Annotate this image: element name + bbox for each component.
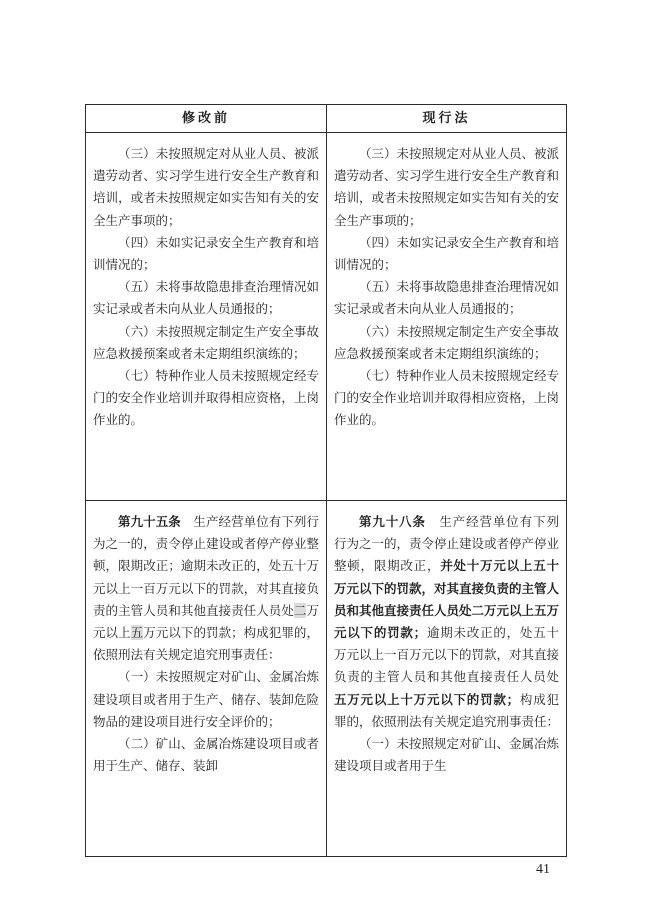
right-clause-1: （一）未按照规定对矿山、金属冶炼建设项目或者用于生 xyxy=(334,736,560,774)
right-bottom-cell xyxy=(327,511,566,777)
amended-text: 并处十万元以上五十万元以下的罚款，对其直接负责的主管人员和其他直接责任人员处二万元以上五万元以下的罚款； xyxy=(334,558,560,641)
article-number: 第九十五条 xyxy=(118,514,181,529)
right-item-7: （七）特种作业人员未按照规定经专门的安全作业培训并取得相应资格，上岗作业的。 xyxy=(334,368,560,428)
left-article-95: 第九十五条 生产经营单位有下列行为之一的，责令停止建设或者停产停业整顿，限期改正；逾期未改正的，处五十万元以上一百万元以下的罚款，对其直接负责的主管人员和其他直接责任人员处二万元以上五万元以下的罚款；构成犯罪的，依照刑法有关规定追究刑事责任： xyxy=(93,514,319,663)
left-bottom-cell xyxy=(86,511,326,777)
header-before-revision: 修改前 xyxy=(181,111,230,126)
page-number: 41 xyxy=(536,862,550,877)
right-item-4: （四）未如实记录安全生产教育和培训情况的； xyxy=(334,234,560,273)
left-item-7: （七）特种作业人员未按照规定经专门的安全作业培训并取得相应资格，上岗作业的。 xyxy=(93,368,319,428)
left-item-5: （五）未将事故隐患排查治理情况如实记录或者未向从业人员通报的； xyxy=(93,279,319,317)
row-rule xyxy=(86,500,566,501)
right-item-6: （六）未按照规定制定生产安全事故应急救援预案或者未定期组织演练的； xyxy=(334,323,560,361)
amended-text: 五万元以上十万元以下的罚款； xyxy=(334,691,520,707)
highlighted-number: 五 xyxy=(130,625,144,641)
left-item-4: （四）未如实记录安全生产教育和培训情况的； xyxy=(93,234,319,273)
left-item-6: （六）未按照规定制定生产安全事故应急救援预案或者未定期组织演练的； xyxy=(93,323,319,361)
right-item-5: （五）未将事故隐患排查治理情况如实记录或者未向从业人员通报的； xyxy=(334,279,560,317)
left-item-3: （三）未按照规定对从业人员、被派遣劳动者、实习学生进行安全生产教育和培训，或者未按照规定如实告知有关的安全生产事项的； xyxy=(93,146,319,228)
header-current-law: 现行法 xyxy=(422,111,471,126)
right-item-3: （三）未按照规定对从业人员、被派遣劳动者、实习学生进行安全生产教育和培训，或者未按照规定如实告知有关的安全生产事项的； xyxy=(334,146,560,228)
right-top-cell xyxy=(327,143,566,432)
left-top-cell xyxy=(86,143,326,432)
right-article-98: 第九十八条 生产经营单位有下列行为之一的，责令停止建设或者停产停业整顿，限期改正，并处十万元以上五十万元以下的罚款，对其直接负责的主管人员和其他直接责任人员处二万元以上五万元以下的罚款；逾期未改正的，处五十万元以上一百万元以下的罚款，对其直接负责的主管人员和其他直接责任人员处五万元以上十万元以下的罚款；构成犯罪的，依照刑法有关规定追究刑事责任： xyxy=(334,514,560,729)
header-rule xyxy=(86,132,566,133)
highlighted-number: 二 xyxy=(293,602,307,618)
left-clause-1: （一）未按照规定对矿山、金属冶炼建设项目或者用于生产、储存、装卸危险物品的建设项目进行安全评价的； xyxy=(93,669,319,729)
article-number: 第九十八条 xyxy=(359,514,426,529)
comparison-table xyxy=(85,104,567,857)
left-clause-2: （二）矿山、金属冶炼建设项目或者用于生产、储存、装卸 xyxy=(93,736,319,774)
